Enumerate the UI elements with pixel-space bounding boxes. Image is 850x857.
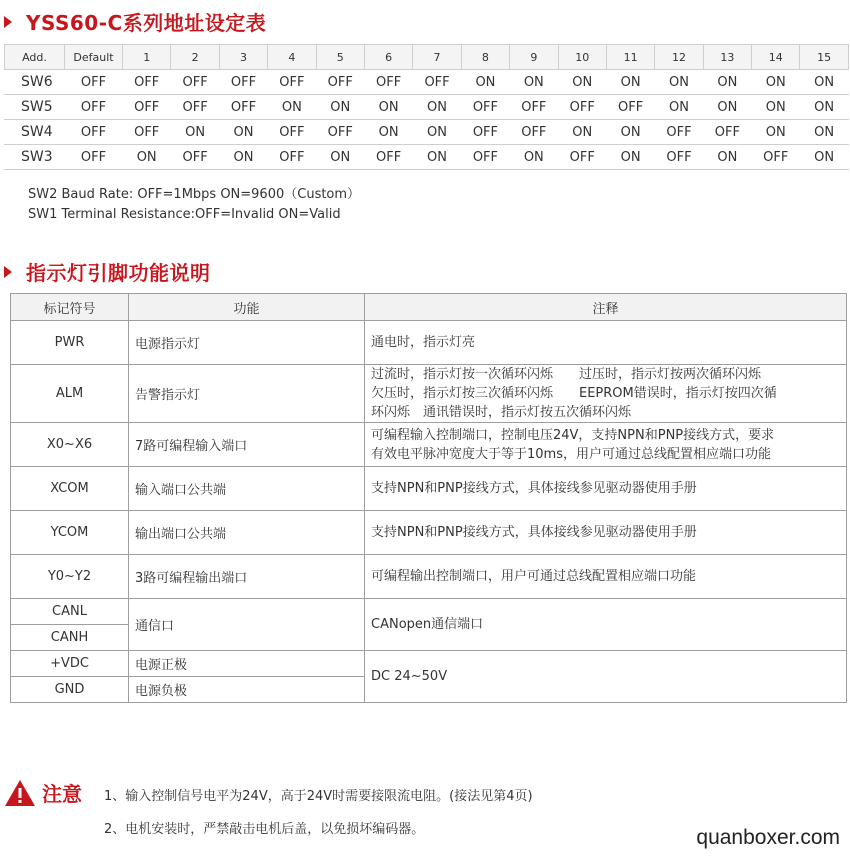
address-header-cell: 3: [219, 45, 267, 70]
indicator-note: [365, 555, 847, 599]
switch-state-cell: ON: [219, 145, 267, 170]
indicator-note-line: 通电时，指示灯亮: [371, 335, 476, 350]
indicator-note-line: 支持NPN和PNP接线方式，具体接线参见驱动器使用手册: [371, 525, 697, 540]
indicator-function: 告警指示灯: [129, 365, 365, 423]
indicator-function: 7路可编程输入端口: [129, 423, 365, 467]
switch-state-cell: OFF: [65, 70, 123, 95]
indicator-row: [11, 423, 847, 467]
address-header-cell: 14: [752, 45, 800, 70]
indicator-note: [365, 365, 847, 423]
switch-state-cell: OFF: [510, 95, 558, 120]
switch-state-cell: OFF: [655, 145, 703, 170]
switch-state-cell: ON: [606, 120, 654, 145]
switch-state-cell: OFF: [219, 70, 267, 95]
triangle-bullet-icon: [4, 16, 12, 28]
switch-state-cell: OFF: [123, 95, 171, 120]
indicator-function: 电源负极: [129, 677, 365, 703]
indicator-symbol: ALM: [11, 365, 129, 423]
switch-state-cell: ON: [606, 70, 654, 95]
indicator-function: 电源正极: [129, 651, 365, 677]
switch-state-cell: OFF: [171, 70, 219, 95]
indicator-symbol: CANH: [11, 625, 129, 651]
address-table: [4, 44, 849, 170]
switch-state-cell: ON: [413, 145, 461, 170]
switch-state-cell: ON: [364, 95, 412, 120]
indicator-note-line: 欠压时，指示灯按三次循环闪烁 EEPROM错误时，指示灯按四次循: [371, 386, 777, 401]
switch-state-cell: OFF: [171, 95, 219, 120]
address-header-cell: 9: [510, 45, 558, 70]
switch-state-cell: ON: [655, 95, 703, 120]
switch-state-cell: OFF: [268, 145, 316, 170]
switch-state-cell: OFF: [364, 145, 412, 170]
switch-state-cell: ON: [800, 120, 848, 145]
switch-state-cell: ON: [510, 145, 558, 170]
indicator-symbol: X0~X6: [11, 423, 129, 467]
header-function: 功能: [129, 294, 365, 321]
switch-state-cell: OFF: [65, 95, 123, 120]
triangle-bullet-icon: [4, 266, 12, 278]
switch-state-cell: OFF: [316, 120, 364, 145]
indicator-note-line: 可编程输入控制端口，控制电压24V，支持NPN和PNP接线方式，要求: [371, 427, 775, 443]
switch-state-cell: OFF: [558, 95, 606, 120]
switch-state-cell: OFF: [655, 120, 703, 145]
section-address-title: YSS60-C系列地址设定表: [26, 11, 267, 35]
indicator-note-line: 有效电平脉冲宽度大于等于10ms，用户可通过总线配置相应端口功能: [371, 446, 771, 462]
sw2-note: SW2 Baud Rate: OFF=1Mbps ON=9600（Custom）: [28, 187, 361, 202]
switch-state-cell: OFF: [413, 70, 461, 95]
indicator-row: [11, 555, 847, 599]
switch-state-cell: OFF: [316, 70, 364, 95]
indicator-header-row: [11, 294, 847, 321]
address-header-cell: 10: [558, 45, 606, 70]
indicator-symbol: XCOM: [11, 467, 129, 511]
switch-state-cell: OFF: [703, 120, 751, 145]
switch-state-cell: OFF: [461, 95, 509, 120]
section-indicator-title: 指示灯引脚功能说明: [26, 261, 211, 285]
indicator-symbol: CANL: [11, 599, 129, 625]
switch-state-cell: ON: [219, 120, 267, 145]
address-row: [5, 145, 849, 170]
indicator-note: [365, 321, 847, 365]
indicator-symbol: Y0~Y2: [11, 555, 129, 599]
switch-state-cell: ON: [316, 95, 364, 120]
indicator-symbol: PWR: [11, 321, 129, 365]
switch-state-cell: OFF: [171, 145, 219, 170]
section-address-heading: [4, 7, 266, 36]
warning-line-2: 2、电机安装时，严禁敲击电机后盖，以免损坏编码器。: [104, 822, 425, 837]
indicator-row-canl: [11, 599, 847, 625]
switch-state-cell: OFF: [461, 120, 509, 145]
warning-label: 注意: [42, 782, 82, 806]
indicator-note-line: 支持NPN和PNP接线方式，具体接线参见驱动器使用手册: [371, 481, 697, 496]
sw1-note: SW1 Terminal Resistance:OFF=Invalid ON=Valid: [28, 207, 341, 222]
address-header-cell: 13: [703, 45, 751, 70]
switch-label: SW6: [5, 70, 65, 95]
address-row: [5, 70, 849, 95]
switch-state-cell: ON: [558, 70, 606, 95]
switch-state-cell: OFF: [364, 70, 412, 95]
header-note: 注释: [365, 294, 847, 321]
address-header-cell: 11: [606, 45, 654, 70]
warning-line-1: 1、输入控制信号电平为24V，高于24V时需要接限流电阻。(接法见第4页): [104, 789, 533, 804]
switch-state-cell: ON: [703, 145, 751, 170]
address-header-cell: 2: [171, 45, 219, 70]
indicator-row: [11, 511, 847, 555]
watermark: quanboxer.com: [696, 826, 840, 849]
address-header-cell: 12: [655, 45, 703, 70]
address-header-cell: Add.: [5, 45, 65, 70]
indicator-function: 通信口: [129, 599, 365, 651]
address-row: [5, 120, 849, 145]
switch-state-cell: ON: [703, 95, 751, 120]
switch-state-cell: OFF: [558, 145, 606, 170]
address-header-cell: 8: [461, 45, 509, 70]
address-header-cell: 7: [413, 45, 461, 70]
switch-label: SW5: [5, 95, 65, 120]
warning-triangle-icon: [4, 779, 36, 807]
indicator-symbol: +VDC: [11, 651, 129, 677]
indicator-note: CANopen通信端口: [365, 599, 847, 651]
indicator-note: [365, 423, 847, 467]
switch-state-cell: OFF: [510, 120, 558, 145]
switch-state-cell: OFF: [65, 145, 123, 170]
switch-state-cell: ON: [364, 120, 412, 145]
switch-state-cell: ON: [606, 145, 654, 170]
switch-state-cell: ON: [800, 95, 848, 120]
switch-state-cell: ON: [752, 95, 800, 120]
indicator-function: 输出端口公共端: [129, 511, 365, 555]
switch-label: SW4: [5, 120, 65, 145]
switch-state-cell: OFF: [123, 70, 171, 95]
section-indicator-heading: [4, 257, 211, 286]
indicator-note: DC 24~50V: [365, 651, 847, 703]
switch-state-cell: ON: [752, 120, 800, 145]
switch-state-cell: ON: [510, 70, 558, 95]
indicator-row: [11, 321, 847, 365]
header-symbol: 标记符号: [11, 294, 129, 321]
indicator-note-line: 过流时，指示灯按一次循环闪烁 过压时，指示灯按两次循环闪烁: [371, 367, 762, 382]
switch-state-cell: ON: [752, 70, 800, 95]
switch-state-cell: ON: [123, 145, 171, 170]
switch-state-cell: ON: [461, 70, 509, 95]
indicator-row-vdc: [11, 651, 847, 677]
address-header-cell: 6: [364, 45, 412, 70]
switch-state-cell: OFF: [752, 145, 800, 170]
switch-state-cell: ON: [558, 120, 606, 145]
address-header-cell: 1: [123, 45, 171, 70]
indicator-function: 3路可编程输出端口: [129, 555, 365, 599]
switch-state-cell: ON: [655, 70, 703, 95]
switch-state-cell: OFF: [65, 120, 123, 145]
switch-label: SW3: [5, 145, 65, 170]
address-header-row: [5, 45, 849, 70]
switch-state-cell: ON: [316, 145, 364, 170]
switch-state-cell: OFF: [461, 145, 509, 170]
indicator-symbol: GND: [11, 677, 129, 703]
warning-block: [4, 778, 82, 807]
indicator-note: [365, 467, 847, 511]
indicator-table: [10, 293, 847, 703]
switch-state-cell: ON: [413, 120, 461, 145]
switch-state-cell: OFF: [606, 95, 654, 120]
switch-state-cell: ON: [800, 70, 848, 95]
indicator-note-line: 可编程输出控制端口，用户可通过总线配置相应端口功能: [371, 569, 697, 584]
address-header-cell: 4: [268, 45, 316, 70]
address-row: [5, 95, 849, 120]
switch-state-cell: ON: [268, 95, 316, 120]
indicator-note-line: 环闪烁 通讯错误时，指示灯按五次循环闪烁: [371, 405, 632, 420]
switch-state-cell: ON: [703, 70, 751, 95]
switch-state-cell: OFF: [219, 95, 267, 120]
switch-state-cell: ON: [800, 145, 848, 170]
address-header-cell: 5: [316, 45, 364, 70]
indicator-function: 电源指示灯: [129, 321, 365, 365]
indicator-symbol: YCOM: [11, 511, 129, 555]
switch-state-cell: ON: [413, 95, 461, 120]
switch-state-cell: OFF: [268, 120, 316, 145]
address-header-cell: 15: [800, 45, 848, 70]
indicator-row: [11, 365, 847, 423]
switch-state-cell: ON: [171, 120, 219, 145]
switch-state-cell: OFF: [123, 120, 171, 145]
indicator-function: 输入端口公共端: [129, 467, 365, 511]
indicator-row: [11, 467, 847, 511]
address-header-cell: Default: [65, 45, 123, 70]
switch-state-cell: OFF: [268, 70, 316, 95]
indicator-note: [365, 511, 847, 555]
